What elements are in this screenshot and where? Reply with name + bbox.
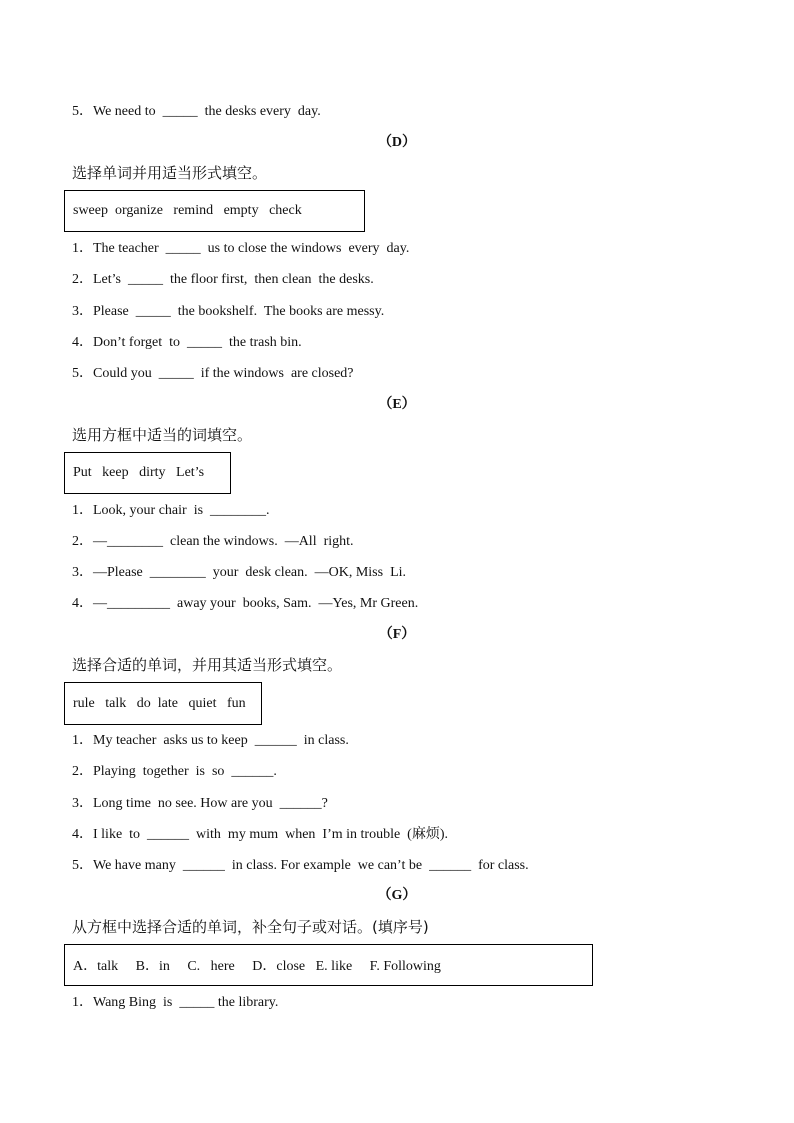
section-g-heading: （G） — [377, 888, 417, 903]
section-d-item-4: 4．Don’t forget to _____ the trash bin. — [72, 335, 302, 350]
section-g-word-box: A．talk B．in C. here D．close E. like F. Following — [64, 944, 593, 986]
section-d-word-box: sweep organize remind empty check — [64, 190, 365, 232]
question-d-5: 5．We need to _____ the desks every day. — [72, 104, 321, 119]
section-g-item-1: 1．Wang Bing is _____ the library. — [72, 995, 279, 1010]
section-f-item-1: 1．My teacher asks us to keep ______ in class. — [72, 733, 349, 748]
section-d-item-3: 3．Please _____ the bookshelf. The books are messy. — [72, 304, 385, 319]
section-e-item-3: 3．—Please ________ your desk clean. —OK, Miss Li. — [72, 565, 407, 580]
section-f-item-5: 5．We have many ______ in class. For example we can’t be ______ for class. — [72, 858, 529, 873]
section-e-word-box: Put keep dirty Let’s — [64, 452, 231, 494]
section-f-word-box: rule talk do late quiet fun — [64, 682, 262, 725]
section-f-item-2: 2．Playing together is so ______. — [72, 764, 277, 779]
section-d-item-2: 2．Let’s _____ the floor first, then clean the desks. — [72, 272, 374, 287]
section-e-item-2: 2．—________ clean the windows. —All right. — [72, 534, 354, 549]
section-d-item-5: 5．Could you _____ if the windows are closed? — [72, 366, 354, 381]
section-f-heading: （F） — [378, 627, 416, 642]
section-f-item-4: 4．I like to ______ with my mum when I’m in trouble (麻烦). — [72, 827, 449, 842]
section-d-heading: （D） — [377, 135, 417, 150]
section-f-instruction: 选择合适的单词，并用其适当形式填空。 — [72, 656, 343, 674]
section-f-item-3: 3．Long time no see. How are you ______? — [72, 796, 328, 811]
section-e-instruction: 选用方框中适当的词填空。 — [72, 426, 253, 444]
section-e-item-4: 4．—_________ away your books, Sam. —Yes, Mr Green. — [72, 596, 419, 611]
section-g-instruction: 从方框中选择合适的单词，补全句子或对话。(填序号) — [72, 918, 429, 936]
section-e-heading: （E） — [378, 397, 416, 412]
section-d-instruction: 选择单词并用适当形式填空。 — [72, 164, 268, 182]
section-d-item-1: 1．The teacher _____ us to close the windows every day. — [72, 241, 410, 256]
section-e-item-1: 1．Look, your chair is ________. — [72, 503, 270, 518]
